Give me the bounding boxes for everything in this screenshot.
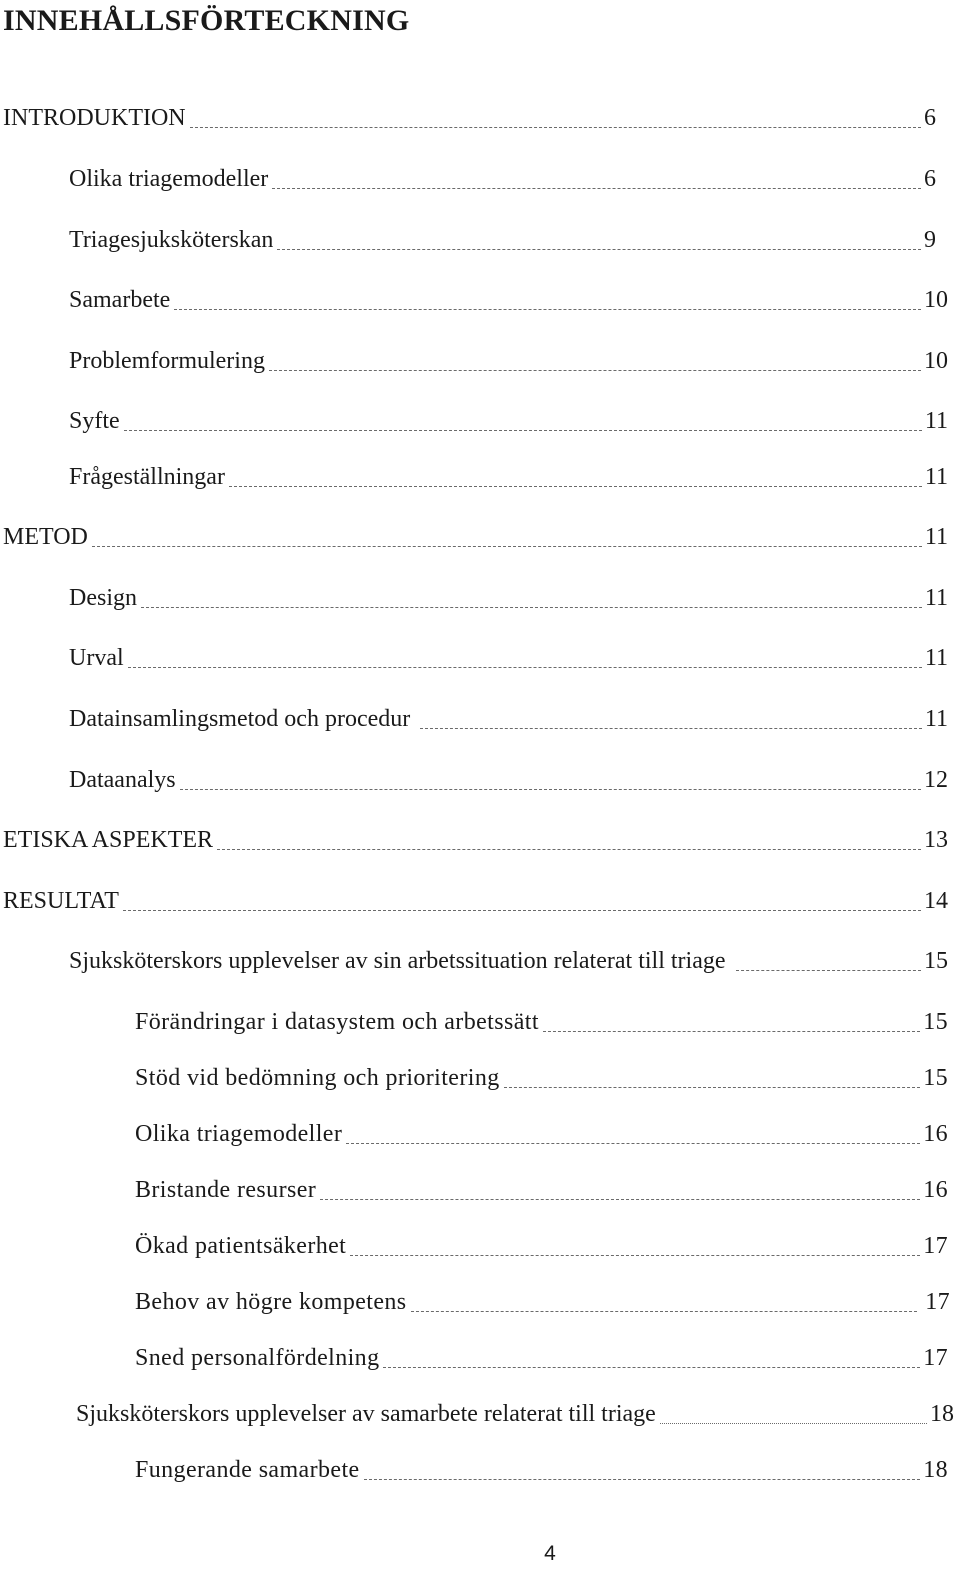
toc-entry-label: Stöd vid bedömning och prioritering bbox=[135, 1065, 500, 1091]
toc-entry-label: METOD bbox=[3, 524, 88, 550]
toc-entry-label: Sjuksköterskors upplevelser av samarbete relaterat till triage bbox=[76, 1401, 656, 1427]
toc-leader bbox=[383, 1367, 920, 1368]
toc-entry-label: Problemformulering bbox=[69, 348, 265, 374]
toc-entry-label: Bristande resurser bbox=[135, 1177, 317, 1203]
toc-entry-datainsamlingsmetod[interactable] bbox=[69, 704, 948, 734]
toc-entry-page: 10 bbox=[924, 348, 948, 374]
toc-leader bbox=[141, 607, 922, 608]
toc-entry-syfte[interactable] bbox=[69, 406, 948, 436]
toc-entry-olika-triagemodeller-2[interactable] bbox=[135, 1119, 948, 1149]
toc-entry-introduktion[interactable] bbox=[3, 103, 936, 133]
toc-entry-label: Samarbete bbox=[69, 287, 171, 313]
toc-leader bbox=[124, 430, 922, 431]
toc-entry-dataanalys[interactable] bbox=[69, 765, 948, 795]
toc-leader bbox=[320, 1199, 920, 1200]
toc-entry-label: Sjuksköterskors upplevelser av sin arbetssituation relaterat till triage bbox=[69, 948, 726, 974]
toc-entry-page: 12 bbox=[924, 767, 948, 793]
toc-entry-page: 11 bbox=[924, 408, 948, 434]
toc-entry-page: 17 bbox=[923, 1233, 948, 1259]
toc-entry-behov-av-hogre-kompetens[interactable] bbox=[135, 1287, 950, 1317]
toc-entry-page: 17 bbox=[925, 1289, 950, 1315]
toc-entry-page: 6 bbox=[924, 105, 936, 131]
toc-leader bbox=[346, 1143, 920, 1144]
toc-leader bbox=[272, 188, 921, 189]
toc-leader bbox=[190, 127, 921, 128]
toc-entry-page: 16 bbox=[923, 1121, 948, 1147]
toc-leader bbox=[277, 249, 921, 250]
toc-entry-resultat[interactable] bbox=[3, 886, 948, 916]
toc-entry-label: Förändringar i datasystem och arbetssätt bbox=[135, 1009, 539, 1035]
toc-entry-bristande-resurser[interactable] bbox=[135, 1175, 948, 1205]
toc-entry-label: Datainsamlingsmetod och procedur bbox=[69, 706, 411, 732]
toc-leader bbox=[229, 486, 922, 487]
toc-entry-design[interactable] bbox=[69, 583, 948, 613]
toc-entry-page: 11 bbox=[924, 706, 948, 732]
toc-entry-page: 11 bbox=[924, 464, 948, 490]
toc-title: INNEHÅLLSFÖRTECKNING bbox=[3, 4, 410, 37]
toc-leader bbox=[736, 970, 922, 971]
toc-entry-label: Dataanalys bbox=[69, 767, 176, 793]
toc-entry-olika-triagemodeller[interactable] bbox=[69, 164, 936, 194]
toc-leader bbox=[217, 849, 921, 850]
toc-entry-label: ETISKA ASPEKTER bbox=[3, 827, 214, 853]
toc-entry-label: Olika triagemodeller bbox=[69, 166, 269, 192]
toc-entry-page: 11 bbox=[924, 524, 948, 550]
toc-leader bbox=[180, 789, 921, 790]
toc-entry-urval[interactable] bbox=[69, 643, 948, 673]
toc-entry-label: Olika triagemodeller bbox=[135, 1121, 343, 1147]
toc-entry-fragestallningar[interactable] bbox=[69, 462, 948, 492]
toc-leader bbox=[350, 1255, 920, 1256]
toc-entry-page: 16 bbox=[923, 1177, 948, 1203]
toc-entry-forandringar[interactable] bbox=[135, 1007, 948, 1037]
toc-entry-label: Ökad patientsäkerhet bbox=[135, 1233, 347, 1259]
toc-entry-samarbete-triage[interactable] bbox=[76, 1399, 954, 1429]
toc-entry-etiska-aspekter[interactable] bbox=[3, 825, 948, 855]
toc-leader bbox=[364, 1479, 921, 1480]
toc-entry-page: 18 bbox=[930, 1401, 954, 1427]
toc-entry-label: INTRODUKTION bbox=[3, 105, 186, 131]
toc-leader bbox=[123, 910, 921, 911]
toc-leader bbox=[269, 370, 921, 371]
toc-leader bbox=[92, 546, 922, 547]
toc-entry-page: 9 bbox=[924, 227, 936, 253]
toc-entry-page: 6 bbox=[924, 166, 936, 192]
toc-entry-triagesjukskoterskan[interactable] bbox=[69, 225, 936, 255]
toc-entry-label: RESULTAT bbox=[3, 888, 119, 914]
toc-entry-label: Syfte bbox=[69, 408, 120, 434]
toc-entry-metod[interactable] bbox=[3, 522, 948, 552]
toc-entry-label: Behov av högre kompetens bbox=[135, 1289, 407, 1315]
toc-entry-arbetssituation[interactable] bbox=[69, 946, 948, 976]
toc-entry-stod[interactable] bbox=[135, 1063, 948, 1093]
toc-entry-label: Sned personalfördelning bbox=[135, 1345, 380, 1371]
toc-entry-label: Urval bbox=[69, 645, 124, 671]
toc-entry-page: 15 bbox=[924, 948, 948, 974]
toc-leader bbox=[504, 1087, 921, 1088]
page-number: 4 bbox=[544, 1542, 556, 1565]
toc-entry-page: 17 bbox=[923, 1345, 948, 1371]
toc-leader bbox=[543, 1031, 920, 1032]
toc-entry-page: 14 bbox=[924, 888, 948, 914]
toc-entry-label: Frågeställningar bbox=[69, 464, 225, 490]
toc-leader bbox=[174, 309, 921, 310]
toc-entry-label: Design bbox=[69, 585, 137, 611]
toc-entry-problemformulering[interactable] bbox=[69, 346, 948, 376]
toc-leader bbox=[411, 1311, 918, 1312]
toc-leader bbox=[420, 728, 922, 729]
toc-leader bbox=[660, 1423, 927, 1424]
toc-entry-okad-patientsakerhet[interactable] bbox=[135, 1231, 948, 1261]
toc-entry-samarbete[interactable] bbox=[69, 285, 948, 315]
toc-entry-page: 15 bbox=[923, 1065, 948, 1091]
toc-entry-sned-personalfordelning[interactable] bbox=[135, 1343, 948, 1373]
toc-entry-fungerande-samarbete[interactable] bbox=[135, 1455, 948, 1485]
toc-entry-page: 11 bbox=[924, 585, 948, 611]
toc-entry-page: 18 bbox=[923, 1457, 948, 1483]
toc-entry-label: Triagesjuksköterskan bbox=[69, 227, 274, 253]
toc-entry-label: Fungerande samarbete bbox=[135, 1457, 360, 1483]
toc-entry-page: 11 bbox=[924, 645, 948, 671]
toc-entry-page: 13 bbox=[924, 827, 948, 853]
toc-entry-page: 15 bbox=[923, 1009, 948, 1035]
toc-entry-page: 10 bbox=[924, 287, 948, 313]
toc-leader bbox=[128, 667, 922, 668]
